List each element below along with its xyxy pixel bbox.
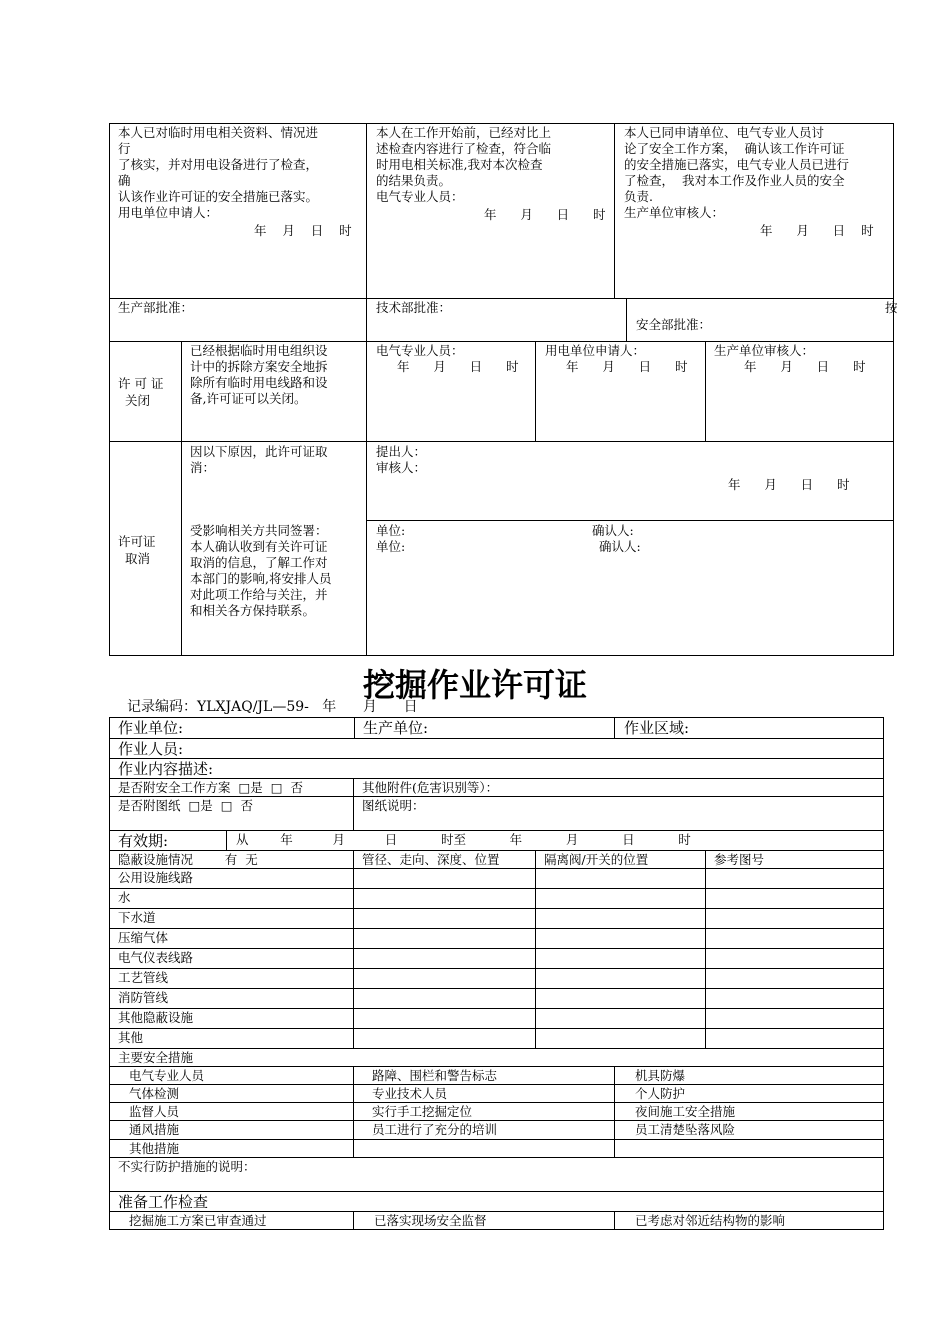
measure-item: 其他措施: [129, 1141, 180, 1156]
production-approval-label: 生产部批准：: [118, 300, 194, 315]
cancel-affected-line-4: 本部门的影响,将安排人员: [190, 571, 332, 586]
measure-item: 气体检测: [129, 1086, 180, 1101]
hidden-row-label: 其他: [118, 1030, 144, 1045]
safety-plan-checkbox-row[interactable]: 是否附安全工作方案 □是 □ 否: [118, 780, 303, 795]
prep-item: 已考虑对邻近结构物的影响: [635, 1213, 786, 1228]
measure-item: 通风措施: [129, 1122, 180, 1137]
hidden-row-label: 其他隐蔽设施: [118, 1010, 194, 1025]
main-measures-label: 主要安全措施: [118, 1050, 194, 1065]
hidden-facilities-header: 隐蔽设施情况 有 无: [118, 852, 258, 867]
cancel-proposer-label: 提出人：: [376, 444, 427, 459]
permit-cancel-label-2: 取消: [125, 551, 151, 566]
electrician-signature-label: 电气专业人员：: [376, 189, 464, 204]
work-area-label: 作业区域:: [624, 719, 690, 737]
prep-item: 已落实现场安全监督: [374, 1213, 487, 1228]
close-text-line-2: 计中的拆除方案安全地拆: [190, 359, 328, 374]
unit-label-2: 单位:: [376, 539, 406, 554]
validity-label: 有效期:: [118, 832, 169, 850]
hidden-row-label: 水: [118, 890, 131, 905]
personnel-label: 作业人员:: [118, 740, 184, 758]
reviewer-declaration-line-3: 的安全措施已落实，电气专业人员已进行: [624, 157, 850, 172]
prep-check-label: 准备工作检查: [118, 1193, 209, 1211]
electrician-declaration-line-1: 本人在工作开始前，已经对比上: [376, 125, 552, 140]
approval-prefix-text: 按: [885, 300, 898, 315]
close-text-line-1: 已经根据临时用电组织设: [190, 343, 328, 358]
confirm-label-2: 确认人:: [599, 539, 641, 554]
reviewer-signature-label: 生产单位审核人：: [624, 205, 725, 220]
applicant-declaration-line-2: 行: [118, 141, 131, 156]
prep-item: 挖掘施工方案已审查通过: [129, 1213, 267, 1228]
measure-item: 员工清楚坠落风险: [635, 1122, 736, 1137]
close-electrician-label: 电气专业人员：: [376, 343, 464, 358]
applicant-declaration-line-3: 了核实，并对用电设备进行了检查，: [118, 157, 319, 172]
measure-item: 夜间施工安全措施: [635, 1104, 736, 1119]
reviewer-declaration-line-1: 本人已同申请单位、电气专业人员讨: [624, 125, 825, 140]
reviewer-declaration-line-2: 论了安全工作方案， 确认该工作许可证: [624, 141, 845, 156]
measure-item: 路障、围栏和警告标志: [372, 1068, 498, 1083]
close-text-line-3: 除所有临时用电线路和设: [190, 375, 328, 390]
applicant-declaration-line-4: 确: [118, 173, 131, 188]
tech-approval-label: 技术部批准：: [376, 300, 452, 315]
cancel-affected-line-3: 取消的信息，了解工作对: [190, 555, 328, 570]
measure-item: 专业技术人员: [372, 1086, 448, 1101]
description-label: 作业内容描述:: [118, 760, 214, 778]
close-electrician-date: 年 月 日 时: [397, 359, 519, 374]
reviewer-declaration-line-4: 了检查， 我对本工作及作业人员的安全: [624, 173, 845, 188]
measure-item: 实行手工挖掘定位: [372, 1104, 473, 1119]
other-attachment-label: 其他附件(危害识别等）：: [362, 780, 499, 795]
close-text-line-4: 备,许可证可以关闭。: [190, 391, 307, 406]
safety-approval-label: 安全部批准：: [636, 317, 712, 332]
measure-item: 员工进行了充分的培训: [372, 1122, 498, 1137]
reviewer-date: 年 月 日 时: [760, 223, 874, 238]
close-reviewer-date: 年 月 日 时: [744, 359, 866, 374]
measure-item: 监督人员: [129, 1104, 180, 1119]
hidden-row-label: 消防管线: [118, 990, 169, 1005]
close-applicant-label: 用电单位申请人：: [545, 343, 646, 358]
cancel-date: 年 月 日 时: [728, 477, 850, 492]
close-reviewer-label: 生产单位审核人：: [714, 343, 815, 358]
cancel-affected-line-5: 对此项工作给与关注，并: [190, 587, 328, 602]
confirm-label-1: 确认人:: [592, 523, 634, 538]
no-protection-label: 不实行防护措施的说明：: [118, 1159, 256, 1174]
measure-item: 电气专业人员: [129, 1068, 205, 1083]
cancel-affected-line-1: 受影响相关方共同签署：: [190, 523, 328, 538]
measure-item: 个人防护: [635, 1086, 686, 1101]
production-unit-label: 生产单位:: [363, 719, 429, 737]
cancel-affected-line-6: 和相关各方保持联系。: [190, 603, 316, 618]
electrician-date: 年 月 日 时: [484, 207, 606, 222]
permit-cancel-label-1: 许可证: [118, 534, 156, 549]
cancel-reason-line-1: 因以下原因，此许可证取: [190, 444, 328, 459]
permit-close-label-2: 关闭: [125, 393, 151, 408]
measure-item: 机具防爆: [635, 1068, 686, 1083]
reviewer-declaration-line-5: 负责.: [624, 189, 653, 204]
close-applicant-date: 年 月 日 时: [566, 359, 688, 374]
unit-label-1: 单位:: [376, 523, 406, 538]
pipe-column-header: 管径、走向、深度、位置: [362, 852, 500, 867]
electrician-declaration-line-2: 述检查内容进行了检查，符合临: [376, 141, 552, 156]
record-number: 记录编码：YLXJAQ/JL—59- 年 月 日: [127, 699, 418, 715]
drawing-note-label: 图纸说明：: [362, 798, 425, 813]
hidden-row-label: 公用设施线路: [118, 870, 194, 885]
hidden-row-label: 下水道: [118, 910, 156, 925]
permit-close-label-1: 许 可 证: [118, 376, 164, 391]
cancel-reviewer-label: 审核人：: [376, 460, 427, 475]
cancel-reason-line-2: 消：: [190, 460, 216, 475]
cancel-affected-line-2: 本人确认收到有关许可证: [190, 539, 328, 554]
drawing-checkbox-row[interactable]: 是否附图纸 □是 □ 否: [118, 798, 253, 813]
applicant-declaration-line-1: 本人已对临时用电相关资料、情况进: [118, 125, 319, 140]
applicant-declaration-line-5: 认该作业许可证的安全措施已落实。: [118, 189, 319, 204]
hidden-row-label: 工艺管线: [118, 970, 169, 985]
hidden-row-label: 电气仪表线路: [118, 950, 194, 965]
work-unit-label: 作业单位:: [118, 719, 184, 737]
applicant-date: 年 月 日 时: [254, 223, 352, 238]
permit-title: 挖掘作业许可证: [362, 666, 587, 704]
electrician-declaration-line-3: 时用电相关标准,我对本次检查: [376, 157, 543, 172]
validity-range: 从 年 月 日 时至 年 月 日 时: [236, 832, 691, 847]
valve-column-header: 隔离阀/开关的位置: [544, 852, 649, 867]
electrician-declaration-line-4: 的结果负责。: [376, 173, 452, 188]
reference-column-header: 参考图号: [714, 852, 765, 867]
hidden-row-label: 压缩气体: [118, 930, 169, 945]
applicant-signature-label: 用电单位申请人：: [118, 205, 219, 220]
